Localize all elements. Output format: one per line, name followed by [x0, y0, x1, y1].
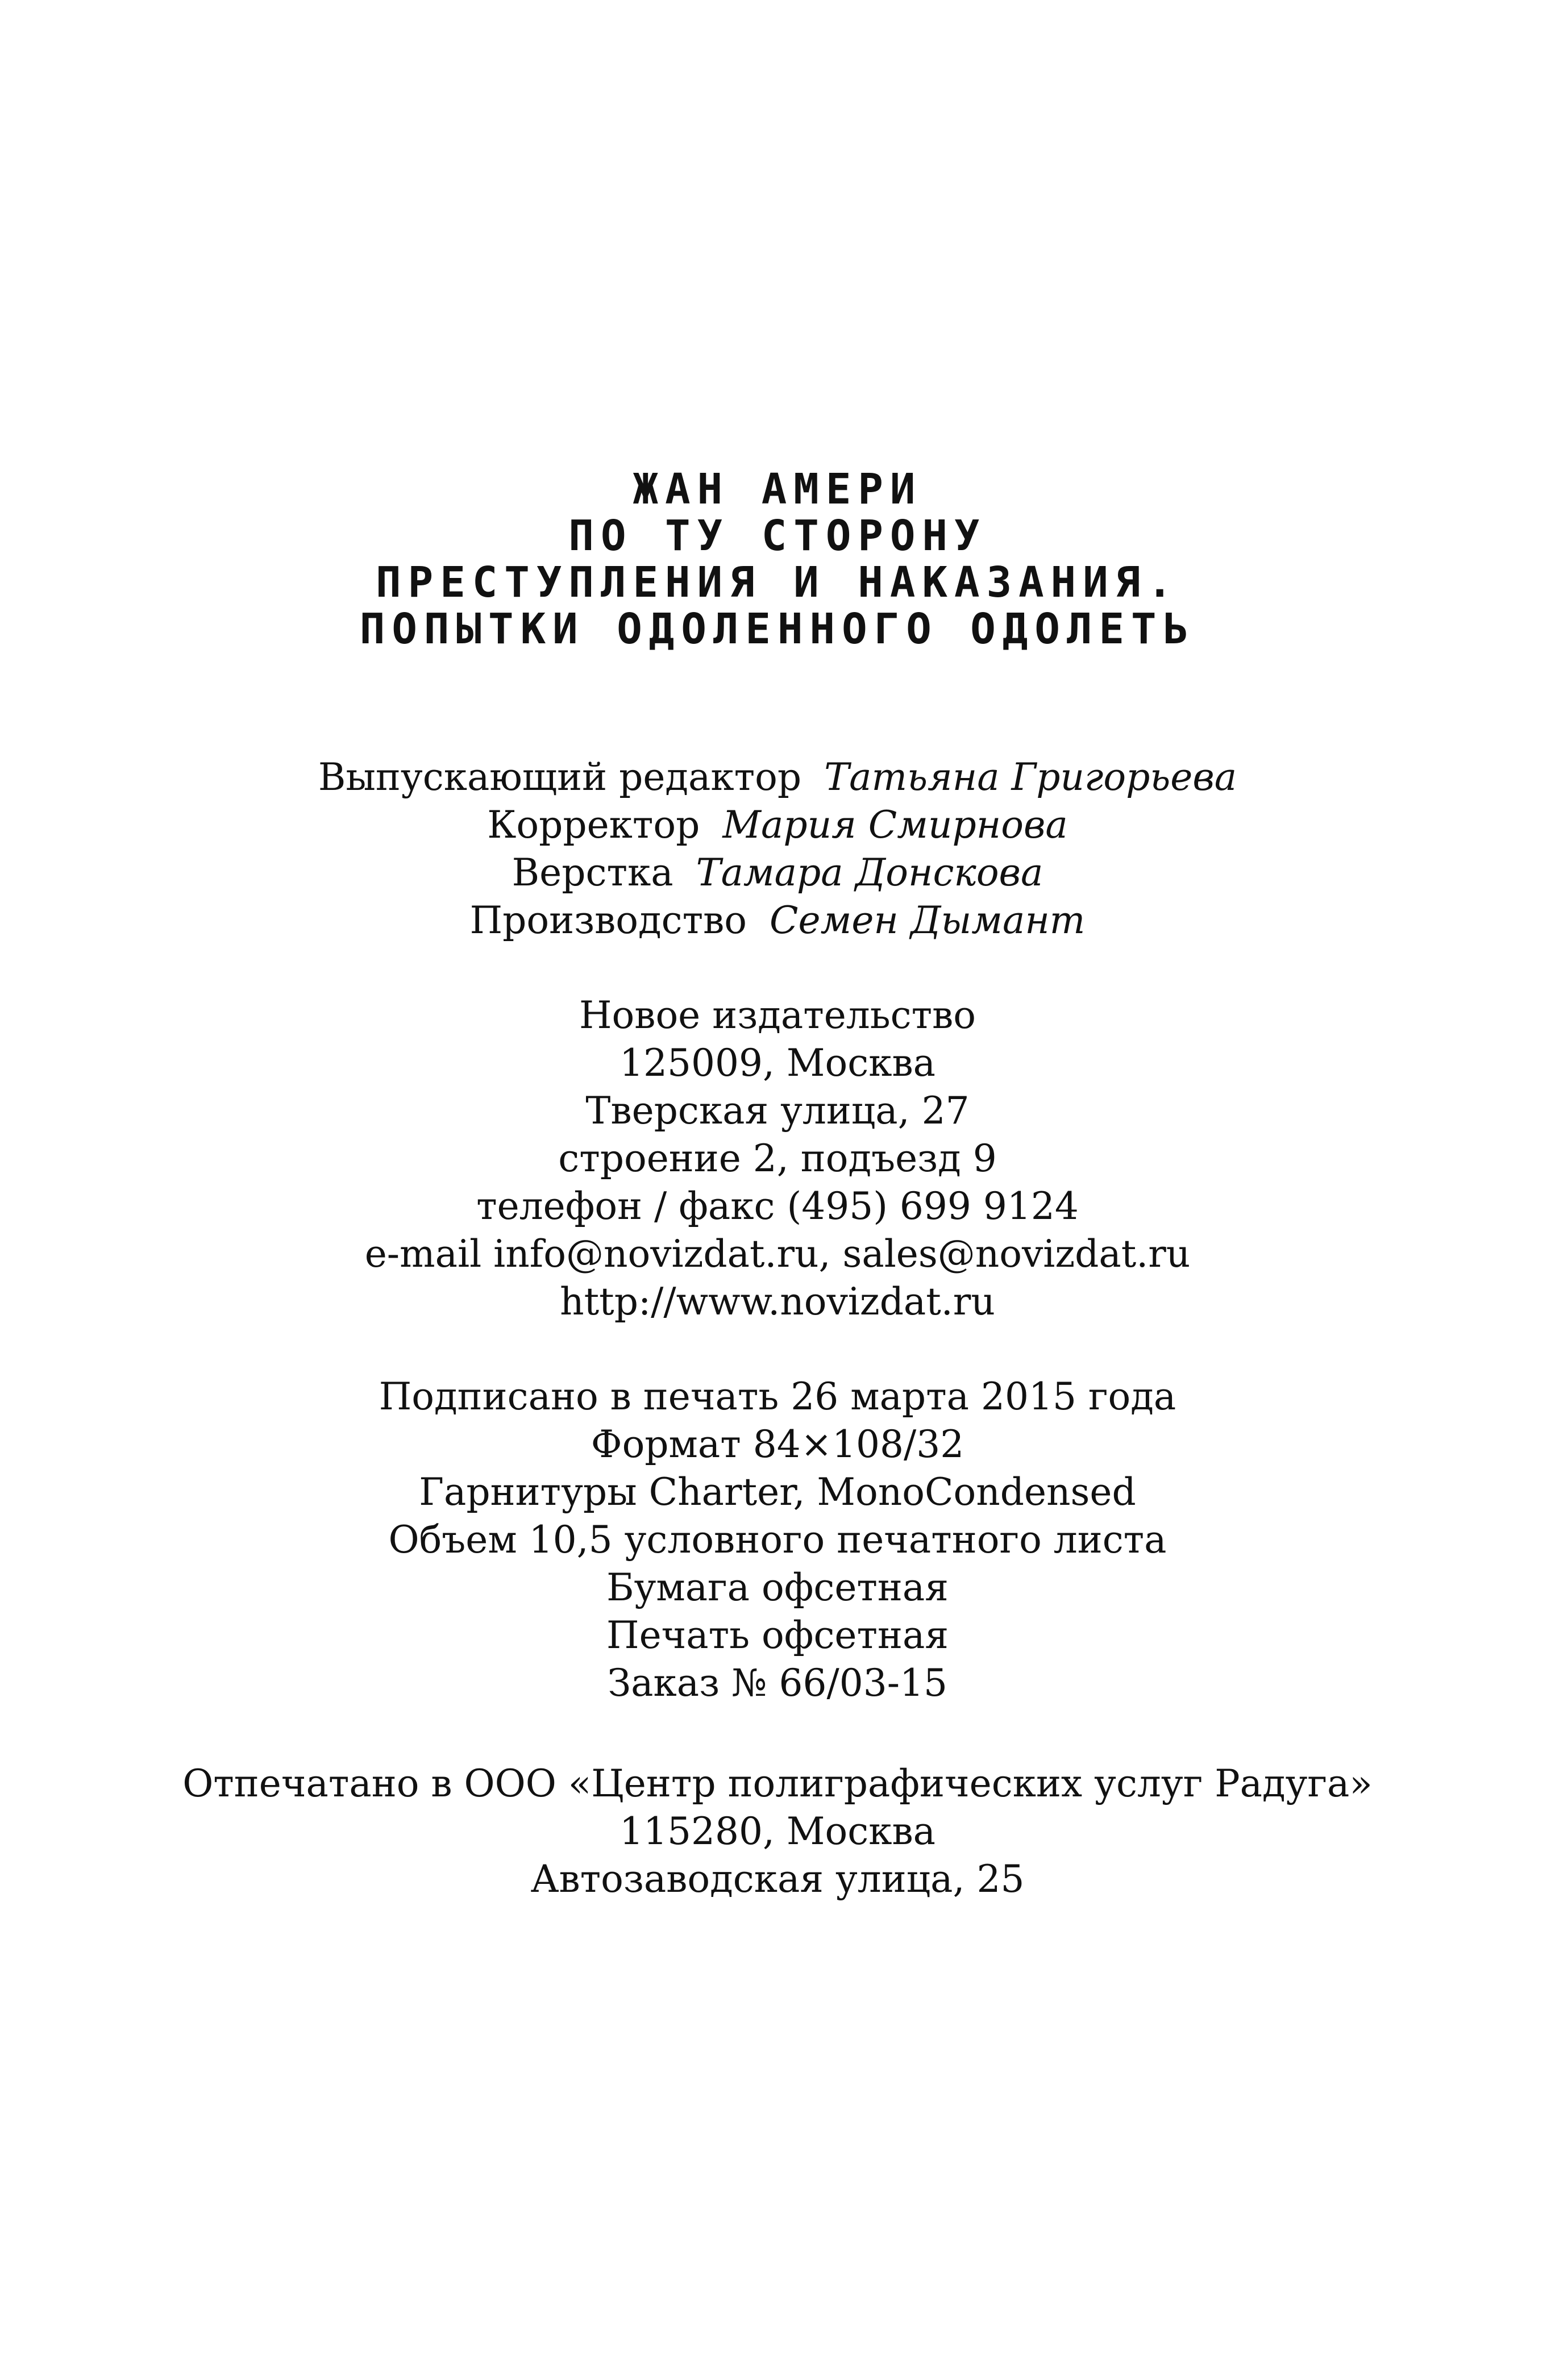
- publisher-postcode-city: 125009, Москва: [619, 1041, 936, 1085]
- subtitle-line: ПОПЫТКИ ОДОЛЕННОГО ОДОЛЕТЬ: [359, 605, 1196, 654]
- print-info-block: [0, 1373, 1555, 1707]
- printer-street: Автозаводская улица, 25: [530, 1857, 1025, 1901]
- publisher-street: Тверская улица, 27: [585, 1089, 970, 1133]
- credit-role: Выпускающий редактор: [318, 755, 802, 799]
- credit-role: Производство: [469, 898, 747, 942]
- printer-block: [0, 1760, 1555, 1903]
- credits-block: [0, 754, 1555, 944]
- publisher-building: строение 2, подъезд 9: [558, 1137, 997, 1180]
- credit-row-production: [0, 897, 1555, 944]
- credit-name: Семен Дымант: [770, 898, 1086, 942]
- author-name: ЖАН АМЕРИ: [633, 465, 922, 514]
- credit-name: Мария Смирнова: [722, 803, 1068, 847]
- printer-postcode-city: 115280, Москва: [619, 1809, 936, 1853]
- order-number: Заказ № 66/03-15: [608, 1661, 947, 1705]
- book-title-block: [0, 466, 1555, 652]
- publisher-phone: телефон / факс (495) 699 9124: [476, 1184, 1079, 1228]
- printer-name: Отпечатано в ООО «Центр полиграфических услуг Радуга»: [182, 1762, 1373, 1805]
- credit-role: Верстка: [512, 851, 673, 894]
- title-line-1: ПО ТУ СТОРОНУ: [568, 511, 987, 560]
- format: Формат 84×108/32: [591, 1422, 964, 1466]
- publisher-email: e-mail info@novizdat.ru, sales@novizdat.ru: [364, 1232, 1191, 1276]
- credit-name: Тамара Донскова: [696, 851, 1043, 894]
- credit-role: Корректор: [487, 803, 700, 847]
- signed-to-print: Подписано в печать 26 марта 2015 года: [379, 1375, 1176, 1418]
- typefaces: Гарнитуры Charter, MonoCondensed: [419, 1470, 1136, 1514]
- credit-row-proofreader: [0, 801, 1555, 849]
- volume: Объем 10,5 условного печатного листа: [388, 1518, 1167, 1562]
- publisher-block: [0, 992, 1555, 1326]
- publisher-name: Новое издательство: [579, 993, 976, 1037]
- credit-row-layout: [0, 849, 1555, 897]
- title-line-2: ПРЕСТУПЛЕНИЯ И НАКАЗАНИЯ.: [376, 558, 1179, 607]
- paper: Бумага офсетная: [606, 1566, 949, 1609]
- credit-name: Татьяна Григорьева: [824, 755, 1237, 799]
- printing-method: Печать офсетная: [606, 1613, 949, 1657]
- credit-row-editor: [0, 754, 1555, 801]
- publisher-website: http://www.novizdat.ru: [560, 1280, 995, 1324]
